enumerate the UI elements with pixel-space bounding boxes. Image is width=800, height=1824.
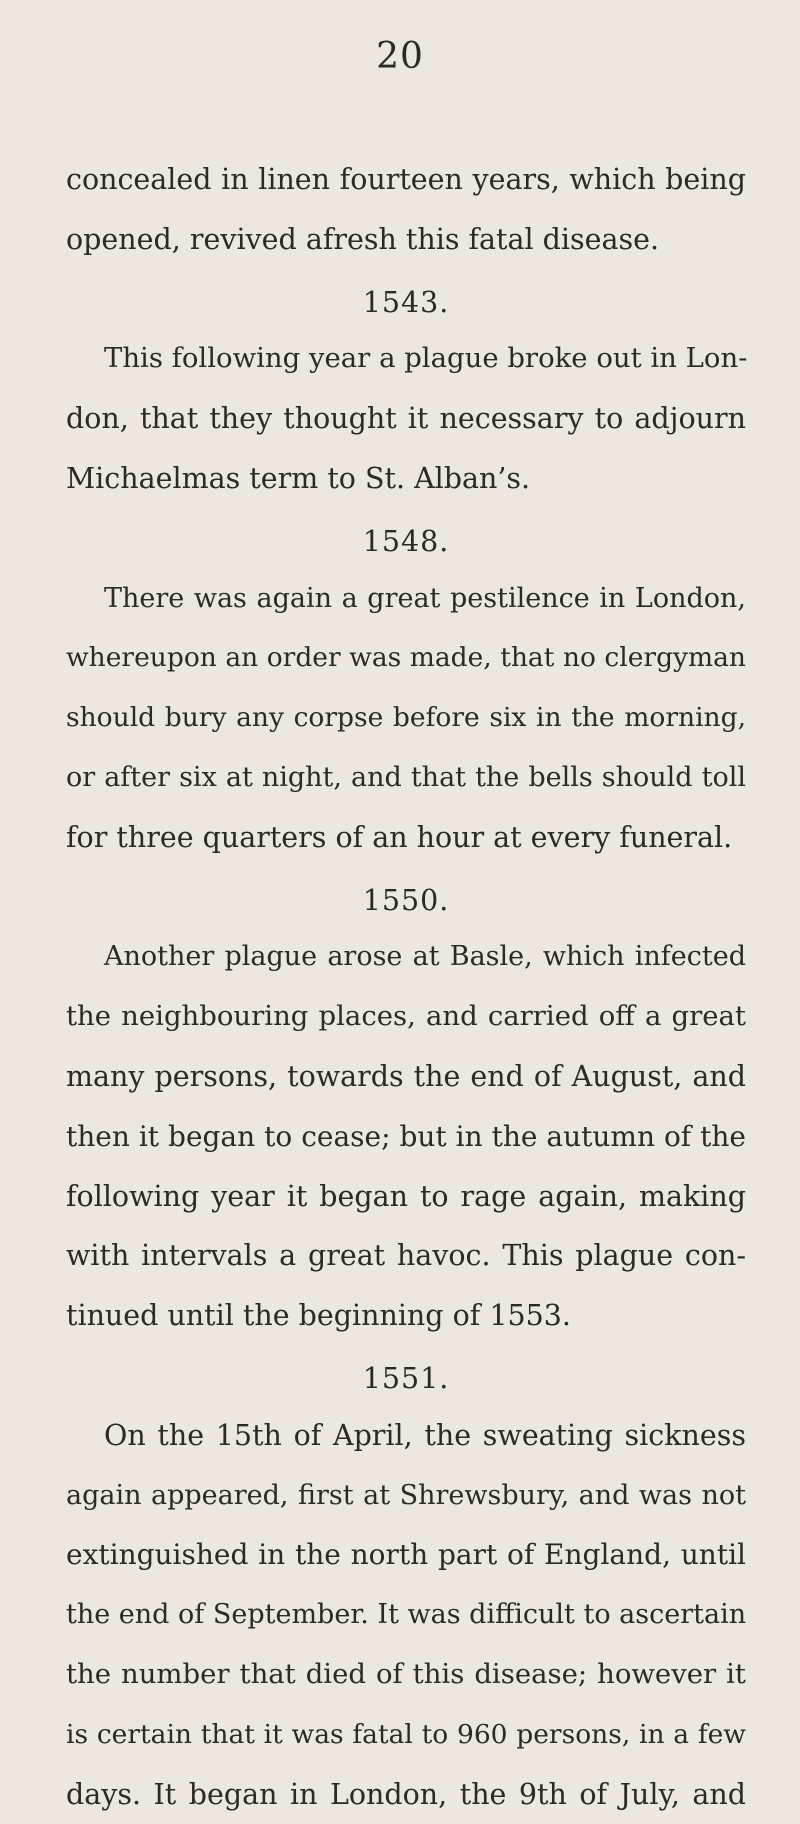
year-heading: 1543.: [362, 285, 450, 319]
text-line: should bury any corpse before six in the morning,: [66, 702, 746, 734]
text-line: the end of September. It was difficult to ascertain: [66, 1599, 747, 1631]
body-text: [66, 150, 746, 1824]
page-number: 20: [376, 36, 424, 77]
text-line: There was again a great pestilence in London,: [104, 582, 746, 614]
text-line: This following year a plague broke out in Lon-: [104, 342, 748, 375]
text-line: or after six at night, and that the bells should toll: [66, 761, 746, 793]
text-line: whereupon an order was made, that no clergyman: [66, 642, 746, 674]
text-line: don, that they thought it necessary to adjourn: [66, 402, 746, 436]
year-heading: 1548.: [362, 524, 450, 558]
text-line: days. It began in London, the 9th of July, and: [66, 1777, 746, 1811]
text-line: for three quarters of an hour at every funeral.: [66, 820, 733, 854]
text-line: then it began to cease; but in the autumn of the: [66, 1119, 746, 1153]
text-line: following year it began to rage again, making: [66, 1179, 746, 1213]
text-line: again appeared, first at Shrewsbury, and was not: [66, 1479, 746, 1511]
text-line: Michaelmas term to St. Alban’s.: [66, 461, 531, 495]
text-line: Another plague arose at Basle, which infected: [104, 941, 746, 973]
text-line: with intervals a great havoc. This plague con-: [66, 1239, 746, 1273]
text-line: On the 15th of April, the sweating sickness: [104, 1418, 746, 1452]
text-line: concealed in linen fourteen years, which being: [66, 163, 746, 196]
text-line: tinued until the beginning of 1553.: [66, 1299, 571, 1333]
text-line: opened, revived afresh this fatal disease.: [66, 222, 660, 256]
year-heading: 1551.: [362, 1361, 450, 1395]
year-heading: 1550.: [362, 883, 450, 917]
text-line: many persons, towards the end of August, and: [66, 1059, 746, 1093]
text-line: the number that died of this disease; however it: [66, 1657, 746, 1690]
text-line: extinguished in the north part of England, until: [66, 1538, 746, 1572]
text-line: is certain that it was fatal to 960 persons, in a few: [66, 1718, 746, 1750]
text-line: the neighbouring places, and carried off a great: [66, 1000, 746, 1033]
